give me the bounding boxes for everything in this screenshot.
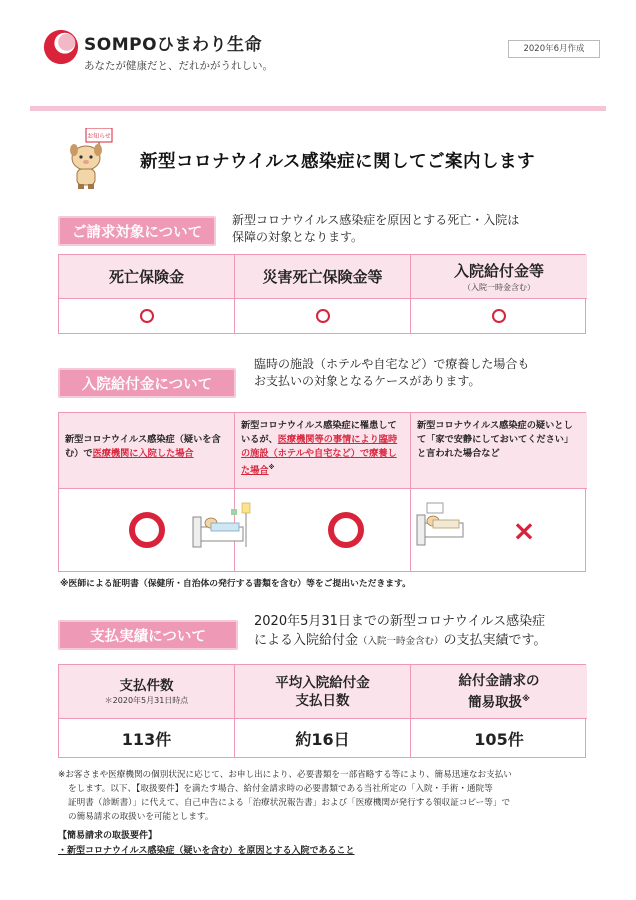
mascot-dog-icon (66, 128, 114, 190)
payment-header-average-days: 平均入院給付金 支払日数 (235, 665, 411, 719)
home-bed-icon (413, 501, 471, 553)
covered-circle-icon (129, 512, 165, 548)
coverage-header-accident-death: 災害死亡保険金等 (235, 255, 411, 299)
payment-header-simplified: 給付金請求の 簡易取扱※ (411, 665, 587, 719)
requirements-item: ・新型コロナウイルス感染症（疑いを含む）を原因とする入院であること (58, 846, 355, 856)
mascot-sign-text: お知らせ (87, 133, 111, 140)
sompo-logo-icon (42, 28, 80, 66)
payment-results-table (58, 664, 586, 758)
case-temporary-facility-result (235, 489, 411, 571)
section-description-claim-target: 新型コロナウイルス感染症を原因とする死亡・入院は 保障の対象となります。 (232, 213, 520, 244)
payment-value-simplified: 105件 (474, 729, 524, 749)
hospital-case-table (58, 412, 586, 572)
covered-circle-icon (492, 309, 506, 323)
coverage-cell-death (59, 299, 235, 333)
payment-value-count: 113件 (59, 719, 235, 757)
header-divider (30, 106, 606, 111)
case-home-rest-result (411, 489, 587, 571)
covered-circle-icon (316, 309, 330, 323)
brand-tagline: あなたが健康だと、だれかがうれしい。 (84, 60, 273, 72)
not-covered-cross-icon: × (512, 513, 536, 547)
covered-circle-icon (328, 512, 364, 548)
hospital-bed-icon (191, 499, 261, 559)
coverage-cell-accident-death (235, 299, 411, 333)
section-label-claim-target: ご請求対象について (58, 216, 216, 246)
coverage-header-hospitalization: 入院給付金等 （入院一時金含む） (411, 255, 587, 299)
case-home-rest: 新型コロナウイルス感染症の疑いとして「家で安静にしておいてください」と言われた場合など (411, 413, 587, 489)
document-date: 2020年6月作成 (508, 40, 600, 58)
simplified-claim-footnote: ※お客さまや医療機関の個別状況に応じて、お申し出により、必要書類を一部省略する等により、簡易迅速なお支払い をします。以下、【取扱要件】を満たす場合、給付金請求時の必要書類である当社所定の「入院・手術・通院等 証明書（診断書）」に代えて、自己申告による「治療状況報告書」および「医療機関が発行する領収証コピー等」で の簡易請求の取扱いを可能とします。 (58, 770, 512, 822)
case-hospitalized: 新型コロナウイルス感染症（疑いを含む）で医療機関に入院した場合 (59, 413, 235, 489)
certificate-note: ※医師による証明書（保健所・自治体の発行する書類を含む）等をご提出いただきます。 (60, 579, 411, 589)
coverage-table (58, 254, 586, 334)
section-label-payment-results: 支払実績について (58, 620, 238, 650)
covered-circle-icon (140, 309, 154, 323)
payment-value-average-days: 約16日 (235, 719, 411, 757)
section-description-hospital-benefit: 臨時の施設（ホテルや自宅など）で療養した場合も お支払いの対象となるケースがあります。 (254, 357, 530, 388)
coverage-cell-hospitalization (411, 299, 587, 333)
coverage-header-death: 死亡保険金 (59, 255, 235, 299)
brand-name: SOMPOひまわり生命 (84, 35, 263, 55)
payment-header-count: 支払件数 ＊2020年5月31日時点 (59, 665, 235, 719)
page-title: 新型コロナウイルス感染症に関してご案内します (140, 152, 535, 172)
requirements-title: 【簡易請求の取扱要件】 (58, 831, 158, 841)
case-temporary-facility: 新型コロナウイルス感染症に罹患しているが、医療機関等の事情により臨時の施設（ホテルや自宅など）で療養した場合※ (235, 413, 411, 489)
section-description-payment-results: 2020年5月31日までの新型コロナウイルス感染症 による入院給付金（入院一時金含む）の支払実績です。 (254, 614, 547, 648)
section-label-hospital-benefit: 入院給付金について (58, 368, 236, 398)
